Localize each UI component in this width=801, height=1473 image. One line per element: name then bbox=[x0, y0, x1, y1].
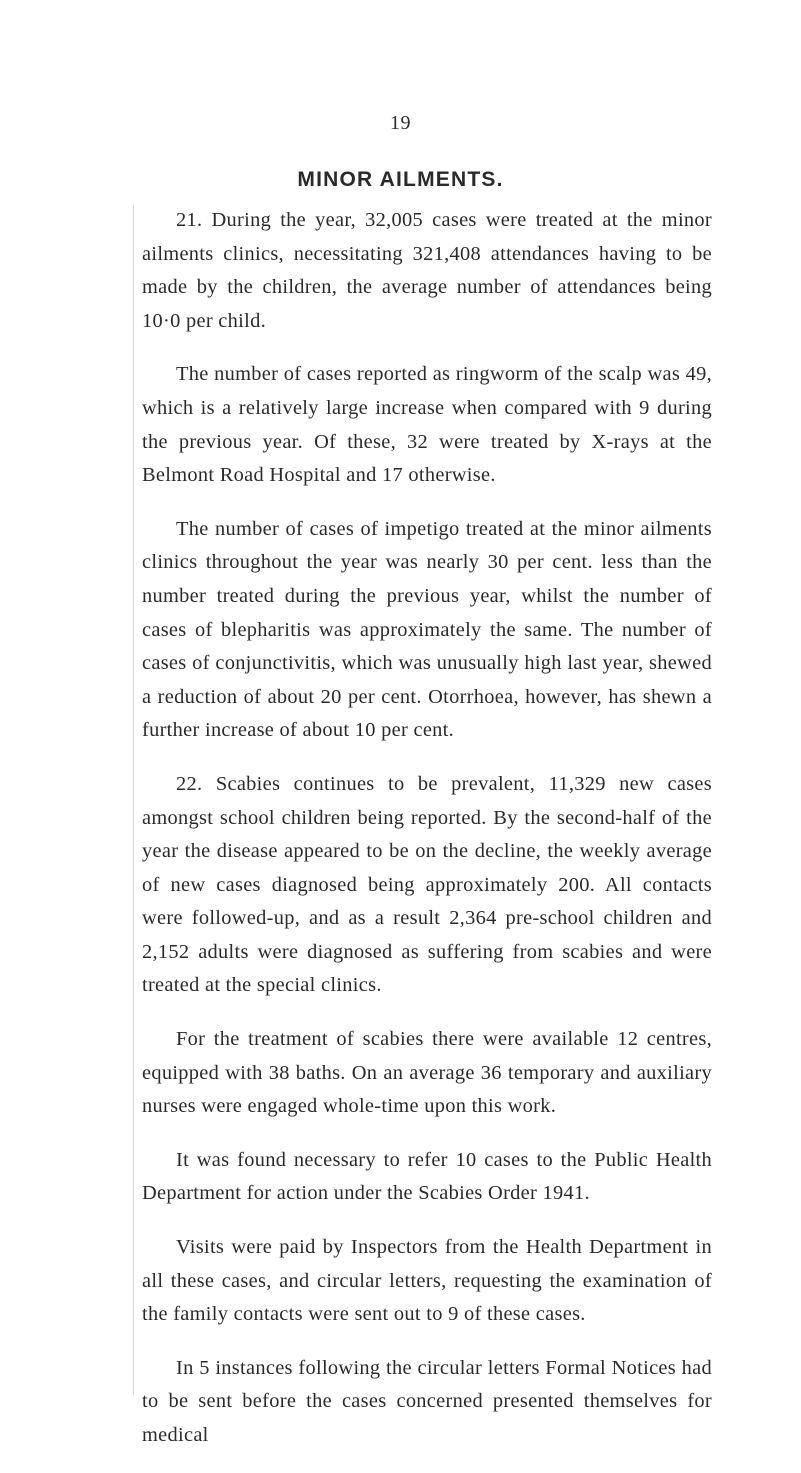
paragraph-3: The number of cases of impetigo treated at the minor ailments clinics throughout the year was nearly 30 per cent. less than the number treated during the previous year, whilst the number of cases of blepharitis was approximately the same. The number of cases of conjunctivitis, which was unusually high last year, shewed a reduction of about 20 per cent. Otorrhoea, however, has shewn a further increase of about 10 per cent. bbox=[142, 517, 712, 742]
section-title: MINOR AILMENTS. bbox=[297, 168, 504, 191]
scan-edge-shadow bbox=[133, 205, 134, 1395]
paragraph-1: 21. During the year, 32,005 cases were treated at the minor ailments clinics, necessitating 321,408 attendances having to be made by the children, the average number of attendances being 10·0 per child. bbox=[142, 209, 712, 332]
paragraph-8: In 5 instances following the circular letters Formal Notices had to be sent before the cases concerned presented themselves for medical bbox=[142, 1356, 712, 1446]
paragraph-2: The number of cases reported as ringworm of the scalp was 49, which is a relatively large increase when compared with 9 during the previous year. Of these, 32 were treated by X-rays at the Belmont Road Hospital and 17 otherwise. bbox=[142, 363, 712, 487]
paragraph-4: 22. Scabies continues to be prevalent, 11,329 new cases amongst school children being reported. By the second-half of the year the disease appeared to be on the decline, the weekly average of new cases diagnosed being approximately 200. All contacts were followed-up, and as a result 2,364 pre-school children and 2,152 adults were diagnosed as suffering from scabies and were treated at the special clinics. bbox=[142, 772, 712, 997]
body-text bbox=[142, 204, 712, 1473]
paragraph-5: For the treatment of scabies there were available 12 centres, equipped with 38 baths. On an average 36 temporary and auxiliary nurses were engaged whole-time upon this work. bbox=[142, 1028, 712, 1118]
paragraph-7: Visits were paid by Inspectors from the Health Department in all these cases, and circular letters, requesting the examination of the family contacts were sent out to 9 of these cases. bbox=[142, 1236, 712, 1326]
paragraph-6: It was found necessary to refer 10 cases to the Public Health Department for action under the Scabies Order 1941. bbox=[142, 1148, 712, 1205]
page-number: 19 bbox=[390, 112, 411, 134]
